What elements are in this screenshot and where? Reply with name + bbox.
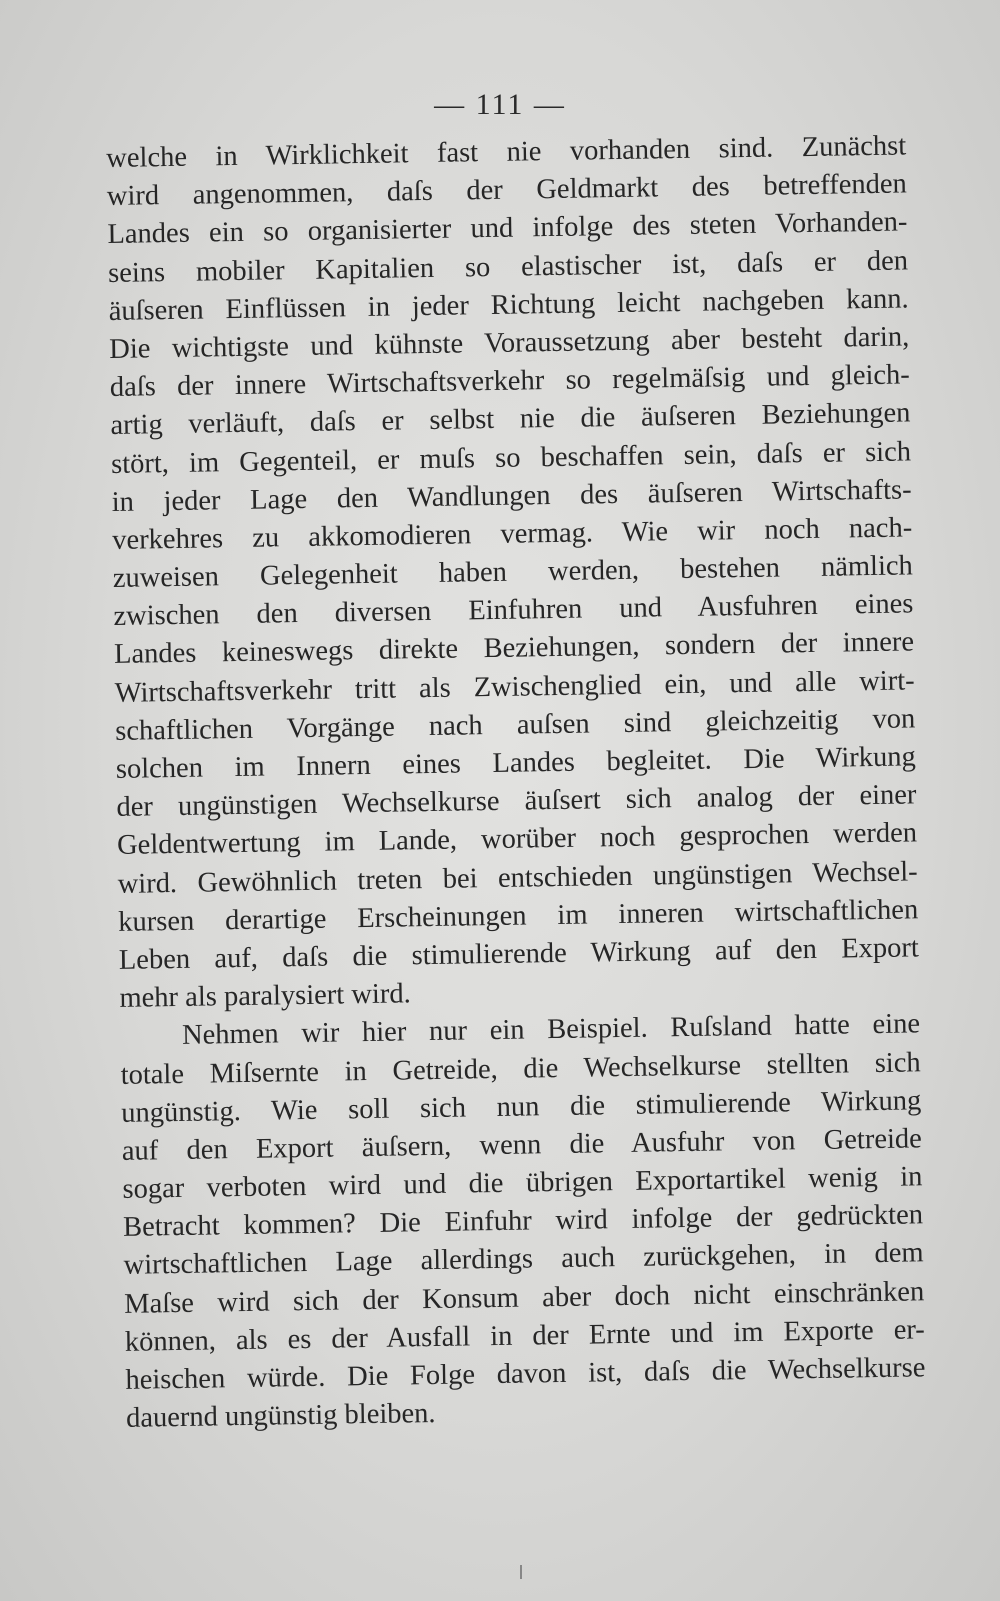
text-line: Landes ein so organisierter und infolge des steten Vorhanden- <box>107 206 908 251</box>
page-number: — 111 — <box>434 88 566 121</box>
text-line: Die wichtigste und kühnste Voraussetzung aber besteht darin, <box>109 321 910 365</box>
text-line: totale Miſsernte in Getreide, die Wechselkurse stellten sich <box>120 1046 921 1091</box>
text-line: Nehmen wir hier nur ein Beispiel. Ruſsland hatte eine <box>181 1008 921 1052</box>
text-line: dauernd ungünstig bleiben. <box>125 1398 436 1435</box>
text-line: wird. Gewöhnlich treten bei entschieden ungünstigen Wechsel- <box>117 855 918 900</box>
text-line: können, als es der Ausfall in der Ernte und im Exporte er- <box>124 1314 926 1358</box>
print-mark <box>520 1565 522 1579</box>
text-line: artig verläuft, daſs er selbst nie die äuſseren Beziehungen <box>110 397 911 442</box>
text-line: solchen im Innern eines Landes begleitet. Die Wirkung <box>115 741 917 785</box>
body-text <box>106 127 926 1438</box>
text-line: Betracht kommen? Die Einfuhr wird infolge der gedrückten <box>122 1199 924 1244</box>
text-line: Geldentwertung im Lande, worüber noch gesprochen werden <box>116 817 918 862</box>
text-line: Maſse wird sich der Konsum aber doch nicht einschränken <box>124 1275 925 1320</box>
text-line: wirtschaftlichen Lage allerdings auch zurückgehen, in dem <box>123 1237 924 1282</box>
text-line: äuſseren Einflüssen in jeder Richtung leicht nachgeben kann. <box>108 283 909 327</box>
text-line: der ungünstigen Wechselkurse äuſsert sich analog der einer <box>116 779 917 824</box>
text-line: ungünstig. Wie soll sich nun die stimulierende Wirkung <box>121 1085 922 1129</box>
text-line: daſs der innere Wirtschaftsverkehr so regelmäſsig und gleich- <box>109 359 911 404</box>
text-line: Landes keineswegs direkte Beziehungen, sondern der innere <box>113 626 915 671</box>
text-line: kursen derartige Erscheinungen im inneren wirtschaftlichen <box>118 894 919 938</box>
text-line: Wirtschaftsverkehr tritt als Zwischenglied ein, und alle wirt- <box>114 664 915 709</box>
text-line: zwischen den diversen Einfuhren und Ausfuhren eines <box>113 588 914 633</box>
text-line: seins mobiler Kapitalien so elastischer ist, daſs er den <box>107 244 909 289</box>
text-line: Leben auf, daſs die stimulierende Wirkung auf den Export <box>118 932 920 976</box>
text-line: stört, im Gegenteil, er muſs so beschaffen sein, daſs er sich <box>110 435 912 480</box>
text-line: sogar verboten wird und die übrigen Exportartikel wenig in <box>122 1161 923 1205</box>
text-line: welche in Wirklichkeit fast nie vorhanden sind. Zunächst <box>106 130 907 174</box>
text-line: zuweisen Gelegenheit haben werden, bestehen nämlich <box>112 550 914 595</box>
text-line: heischen würde. Die Folge davon ist, daſs die Wechselkurse <box>125 1352 926 1396</box>
text-line: in jeder Lage den Wandlungen des äuſseren Wirtschafts- <box>111 474 912 518</box>
text-line: verkehres zu akkomodieren vermag. Wie wir noch nach- <box>112 512 913 556</box>
text-line: schaftlichen Vorgänge nach auſsen sind gleichzeitig von <box>115 703 916 747</box>
text-line: wird angenommen, daſs der Geldmarkt des betreffenden <box>106 168 908 213</box>
text-line: auf den Export äuſsern, wenn die Ausfuhr von Getreide <box>121 1123 923 1167</box>
text-line: mehr als paralysiert wird. <box>119 978 411 1015</box>
